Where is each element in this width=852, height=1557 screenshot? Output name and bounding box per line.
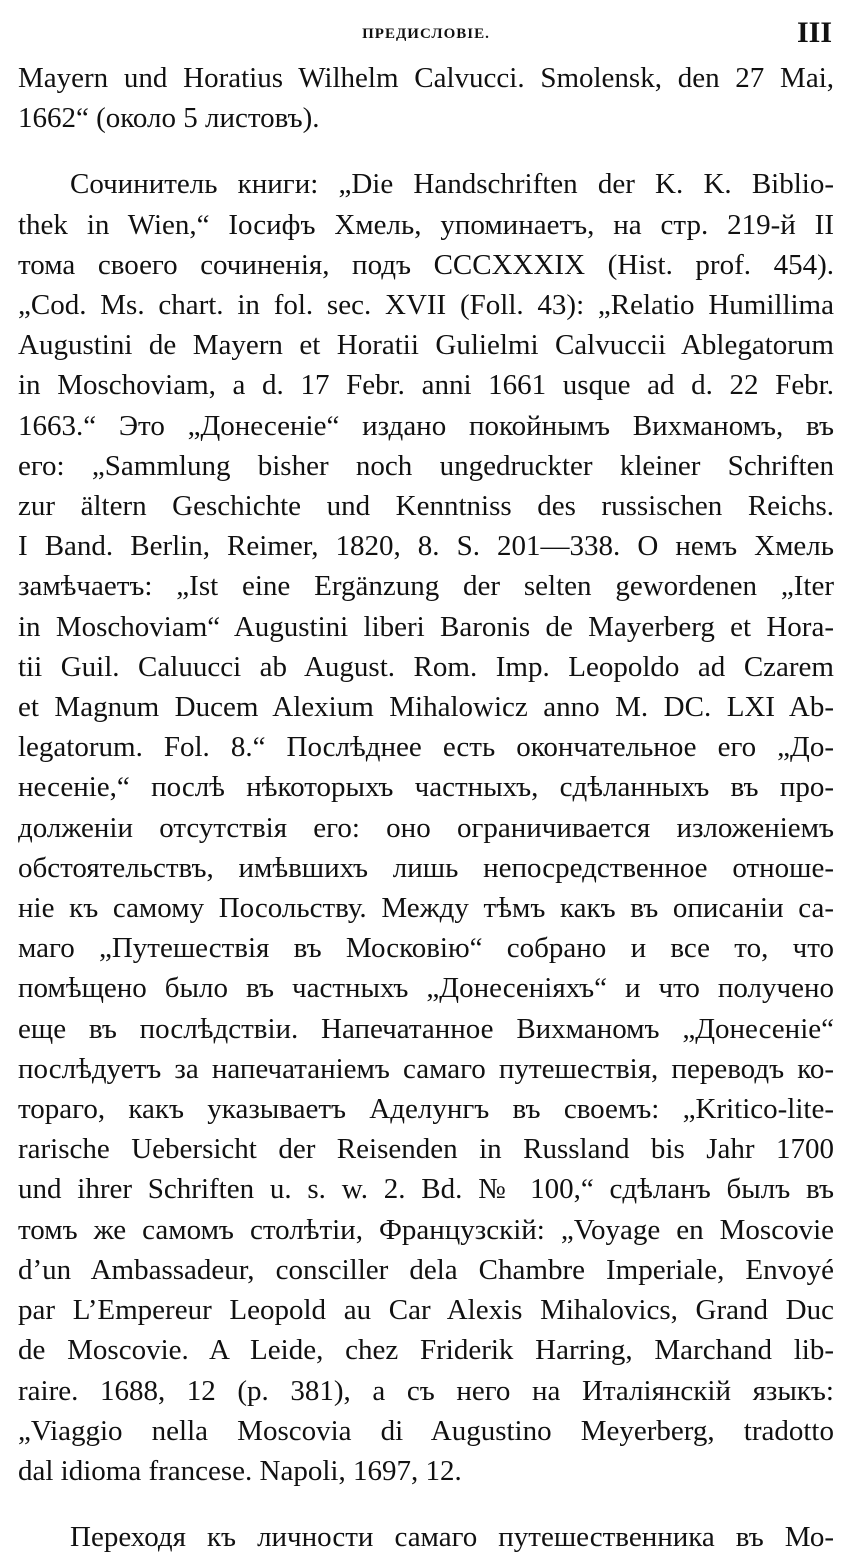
text-line: его: „Sammlung bisher noch ungedruckter kleiner Schriften: [18, 449, 834, 482]
body-text: [18, 58, 834, 1557]
text-line: Переходя къ личности самаго путешественника въ Мо-: [70, 1521, 834, 1554]
paragraph: [18, 1517, 834, 1557]
page-number: III: [796, 16, 832, 49]
text-line: dal idioma francese. Napoli, 1697, 12.: [18, 1454, 462, 1487]
text-line: обстоятельствъ, имѣвшихъ лишь непосредственное отноше-: [18, 851, 834, 884]
running-title: ПРЕДИСЛОВІЕ.: [362, 26, 490, 42]
text-line: ніе къ самому Посольству. Между тѣмъ какъ въ описаніи са-: [18, 892, 834, 925]
text-line: замѣчаетъ: „Ist eine Ergänzung der selten gewordenen „Iter: [18, 570, 834, 603]
text-line: I Band. Berlin, Reimer, 1820, 8. S. 201—338. О немъ Хмель: [18, 530, 834, 563]
text-line: послѣдуетъ за напечатаніемъ самаго путешествія, переводъ ко-: [18, 1052, 834, 1085]
paragraph: [18, 58, 834, 138]
paragraph-gap: [18, 1491, 834, 1517]
text-line: еще въ послѣдствіи. Напечатанное Вихманомъ „Донесеніе“: [18, 1012, 834, 1045]
book-page: [18, 14, 834, 1554]
text-line: долженіи отсутствія его: оно ограничивается изложеніемъ: [18, 811, 834, 844]
text-line: 1663.“ Это „Донесеніе“ издано покойнымъ Вихманомъ, въ: [18, 409, 834, 442]
text-line: маго „Путешествія въ Московію“ собрано и все то, что: [18, 932, 834, 965]
text-line: et Magnum Ducem Alexium Mihalowicz anno M. DC. LXI Ab-: [18, 691, 834, 724]
text-line: tii Guil. Caluucci ab August. Rom. Imp. Leopoldo ad Czarem: [18, 650, 834, 683]
text-line: legatorum. Fol. 8.“ Послѣднее есть окончательное его „До-: [18, 731, 834, 764]
text-line: помѣщено было въ частныхъ „Донесеніяхъ“ и что получено: [18, 972, 834, 1005]
text-line: Сочинитель книги: „Die Handschriften der K. K. Biblio-: [70, 168, 834, 201]
text-line: zur ältern Geschichte und Kenntniss des russischen Reichs.: [18, 490, 834, 523]
text-line: de Moscovie. A Leide, chez Friderik Harring, Marchand lib-: [18, 1334, 834, 1367]
text-line: raire. 1688, 12 (p. 381), а съ него на Италіянскій языкъ:: [18, 1374, 834, 1407]
text-line: „Viaggio nella Moscovia di Augustino Meyerberg, tradotto: [18, 1414, 834, 1447]
running-header: [18, 14, 834, 58]
text-line: und ihrer Schriften u. s. w. 2. Bd. № 100,“ сдѣланъ былъ въ: [18, 1173, 834, 1206]
text-line: thek in Wien,“ Іосифъ Хмель, упоминаетъ, на стр. 219-й II: [18, 208, 834, 241]
text-line: par L’Empereur Leopold au Car Alexis Mihalovics, Grand Duc: [18, 1294, 834, 1327]
text-line: тораго, какъ указываетъ Аделунгъ въ своемъ: „Kritico-lite-: [18, 1093, 834, 1126]
paragraph: [18, 164, 834, 1491]
text-line: несеніе,“ послѣ нѣкоторыхъ частныхъ, сдѣланныхъ въ про-: [18, 771, 834, 804]
text-line: Mayern und Horatius Wilhelm Calvucci. Smolensk, den 27 Mai,: [18, 62, 834, 94]
text-line: in Moschoviam“ Augustini liberi Baronis de Mayerberg et Hora-: [18, 610, 834, 643]
text-line: d’un Ambassadeur, consciller dela Chambre Imperiale, Envoyé: [18, 1253, 834, 1286]
text-line: томъ же самомъ столѣтіи, Французскій: „Voyage en Moscovie: [18, 1213, 834, 1246]
text-line: тома своего сочиненія, подъ CCCXXXIX (Hist. prof. 454).: [18, 248, 834, 281]
text-line: rarische Uebersicht der Reisenden in Russland bis Jahr 1700: [18, 1133, 834, 1166]
text-line: 1662“ (около 5 листовъ).: [18, 102, 320, 135]
text-line: in Moschoviam, a d. 17 Febr. anni 1661 usque ad d. 22 Febr.: [18, 369, 834, 402]
text-line: „Cod. Ms. chart. in fol. sec. XVII (Foll. 43): „Relatio Humillima: [18, 289, 834, 322]
text-line: Augustini de Mayern et Horatii Gulielmi Calvuccii Ablegatorum: [18, 329, 834, 362]
paragraph-gap: [18, 138, 834, 164]
